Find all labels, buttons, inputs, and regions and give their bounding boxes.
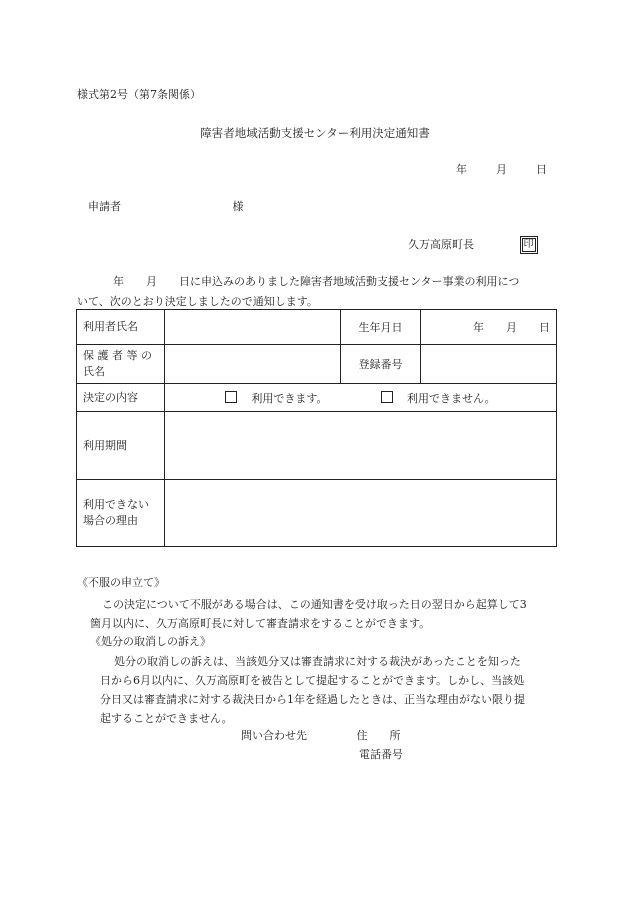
table-row bbox=[77, 384, 557, 412]
contact-line bbox=[241, 727, 401, 743]
option-approved[interactable] bbox=[225, 390, 327, 406]
table-row bbox=[77, 310, 557, 345]
appeal-line-2: 箇月以内に、久万高原町長に対して審査請求をすることができます。 bbox=[90, 617, 431, 630]
table-row bbox=[77, 412, 557, 480]
intro-text bbox=[77, 272, 555, 312]
applicant-line bbox=[88, 198, 244, 214]
form-number: 様式第2号（第7条関係） bbox=[77, 88, 201, 101]
registration-number-field[interactable] bbox=[421, 345, 557, 384]
issuer-name: 久万高原町長 bbox=[408, 238, 474, 251]
reason-field[interactable] bbox=[165, 480, 557, 547]
intro-line-2: いて、次のとおり決定しましたので通知します。 bbox=[77, 295, 318, 308]
revocation-heading: 《処分の取消しの訴え》 bbox=[90, 635, 211, 648]
appeal-heading: 《不服の申立て》 bbox=[77, 576, 165, 589]
table-row bbox=[77, 345, 557, 384]
user-name-field[interactable] bbox=[165, 310, 341, 345]
option-approved-label: 利用できます。 bbox=[251, 391, 328, 405]
period-label: 利用期間 bbox=[77, 412, 165, 480]
table-row bbox=[77, 480, 557, 547]
inquiry-label: 問い合わせ先 bbox=[241, 729, 307, 742]
period-field[interactable] bbox=[165, 412, 557, 480]
birth-date-label: 生年月日 bbox=[341, 310, 421, 345]
guardian-name-field[interactable] bbox=[165, 345, 341, 384]
decision-options bbox=[165, 384, 557, 412]
revocation-line-2: 日から6月以内に、久万高原町を被告として提起することができます。しかし、当該処 bbox=[100, 674, 525, 687]
document-title: 障害者地域活動支援センター利用決定通知書 bbox=[200, 126, 430, 140]
date-year: 年 bbox=[456, 163, 467, 176]
issue-date bbox=[456, 161, 547, 177]
appeal-body bbox=[90, 595, 560, 633]
decision-label: 決定の内容 bbox=[77, 384, 165, 412]
reason-label-line-1: 利用できない bbox=[83, 498, 149, 511]
reason-label bbox=[77, 480, 165, 547]
appeal-line-1: この決定について不服がある場合は、この通知書を受け取った日の翌日から起算して3 bbox=[102, 598, 527, 611]
checkbox-icon[interactable] bbox=[225, 391, 237, 403]
registration-label: 登録番号 bbox=[341, 345, 421, 384]
date-month: 月 bbox=[496, 163, 507, 176]
birth-date-field[interactable]: 年 月 日 bbox=[421, 310, 557, 345]
phone-label: 電話番号 bbox=[359, 748, 403, 761]
address-label: 住 所 bbox=[356, 729, 401, 742]
intro-line-1: 年 月 日に申込みのありました障害者地域活動支援センター事業の利用につ bbox=[113, 275, 520, 288]
reason-label-line-2: 場合の理由 bbox=[83, 514, 138, 527]
applicant-label: 申請者 bbox=[88, 200, 121, 213]
guardian-label-line-2: 氏名 bbox=[83, 365, 105, 378]
decision-form-table bbox=[76, 309, 557, 547]
option-denied[interactable] bbox=[381, 390, 496, 406]
issuer-line bbox=[408, 236, 536, 252]
guardian-label-line-1: 保 護 者 等 の bbox=[83, 349, 152, 362]
option-denied-label: 利用できません。 bbox=[406, 391, 496, 405]
revocation-body bbox=[100, 652, 560, 728]
revocation-line-1: 処分の取消しの訴えは、当該処分又は審査請求に対する裁決があったことを知った bbox=[114, 655, 521, 668]
date-day: 日 bbox=[536, 163, 547, 176]
revocation-line-4: 起することができません。 bbox=[100, 712, 233, 725]
user-name-label: 利用者氏名 bbox=[77, 310, 165, 345]
guardian-label bbox=[77, 345, 165, 384]
revocation-line-3: 分日又は審査請求に対する裁決日から1年を経過したときは、正当な理由がない限り提 bbox=[100, 693, 525, 706]
seal-stamp: 印 bbox=[523, 239, 534, 250]
applicant-honorific: 様 bbox=[232, 200, 244, 213]
checkbox-icon[interactable] bbox=[381, 391, 393, 403]
